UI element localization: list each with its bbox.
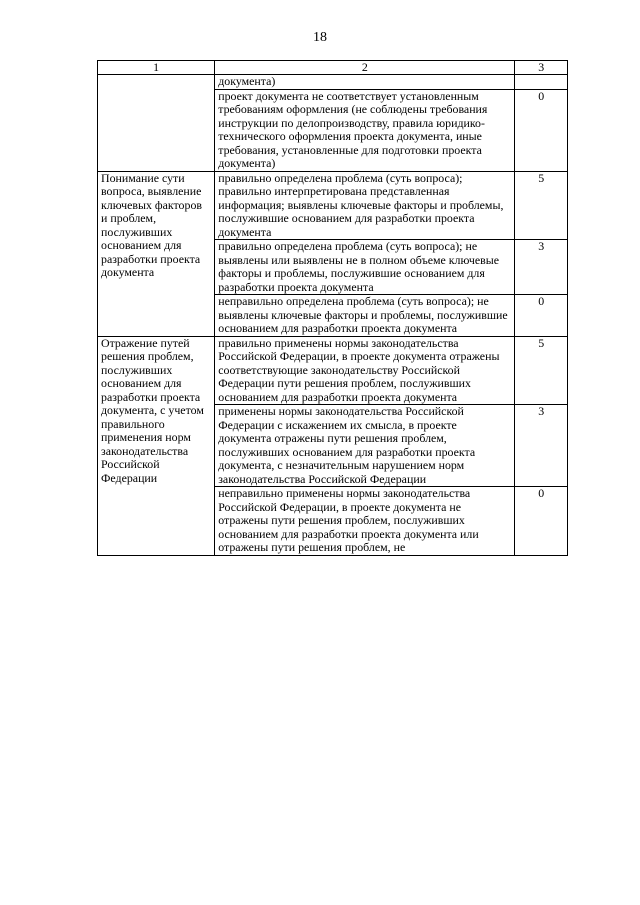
evaluation-table — [97, 60, 568, 556]
score-cell: 5 — [515, 336, 568, 405]
description-cell: правильно определена проблема (суть вопроса); правильно интерпретирована представленная информация; выявлены ключевые факторы и проблемы, послужившие основанием для разработки проекта документа — [215, 171, 515, 240]
score-cell — [515, 75, 568, 90]
description-cell: проект документа не соответствует установленным требованиям оформления (не соблюдены требования инструкции по делопроизводству, правила юридико-технического оформления проекта документа, иные требования, установленные для подготовки проекта документа) — [215, 89, 515, 171]
description-cell: неправильно определена проблема (суть вопроса); не выявлены ключевые факторы и проблемы, послужившие основанием для разработки проекта документа — [215, 295, 515, 337]
description-cell: документа) — [215, 75, 515, 90]
table-row — [98, 336, 568, 405]
page-number: 18 — [313, 30, 327, 45]
score-cell: 0 — [515, 295, 568, 337]
score-cell: 3 — [515, 240, 568, 295]
criterion-cell-empty — [98, 75, 215, 172]
description-cell: неправильно применены нормы законодательства Российской Федерации, в проекте документа не отражены пути решения проблем, послуживших основанием для разработки проекта документа или отражены пути решения проблем, не — [215, 487, 515, 556]
table-header-row — [98, 61, 568, 75]
table-row — [98, 171, 568, 240]
score-cell: 0 — [515, 89, 568, 171]
description-cell: правильно определена проблема (суть вопроса); не выявлены или выявлены не в полном объеме ключевые факторы и проблемы, послужившие основанием для разработки проекта документа — [215, 240, 515, 295]
criterion-cell: Понимание сути вопроса, выявление ключевых факторов и проблем, послуживших основанием для разработки проекта документа — [98, 171, 215, 336]
header-col-2: 2 — [215, 61, 515, 75]
criterion-cell: Отражение путей решения проблем, послуживших основанием для разработки проекта документа, с учетом правильного применения норм законодательства Российской Федерации — [98, 336, 215, 555]
score-cell: 3 — [515, 405, 568, 487]
description-cell: правильно применены нормы законодательства Российской Федерации, в проекте документа отражены соответствующие законодательству Российской Федерации пути решения проблем, послуживших основанием для разработки проекта документа — [215, 336, 515, 405]
header-col-1: 1 — [98, 61, 215, 75]
header-col-3: 3 — [515, 61, 568, 75]
score-cell: 0 — [515, 487, 568, 556]
description-cell: применены нормы законодательства Российской Федерации с искажением их смысла, в проекте документа отражены пути решения проблем, послуживших основанием для разработки проекта документа, с незначительным нарушением норм законодательства Российской Федерации — [215, 405, 515, 487]
score-cell: 5 — [515, 171, 568, 240]
table-row — [98, 75, 568, 90]
